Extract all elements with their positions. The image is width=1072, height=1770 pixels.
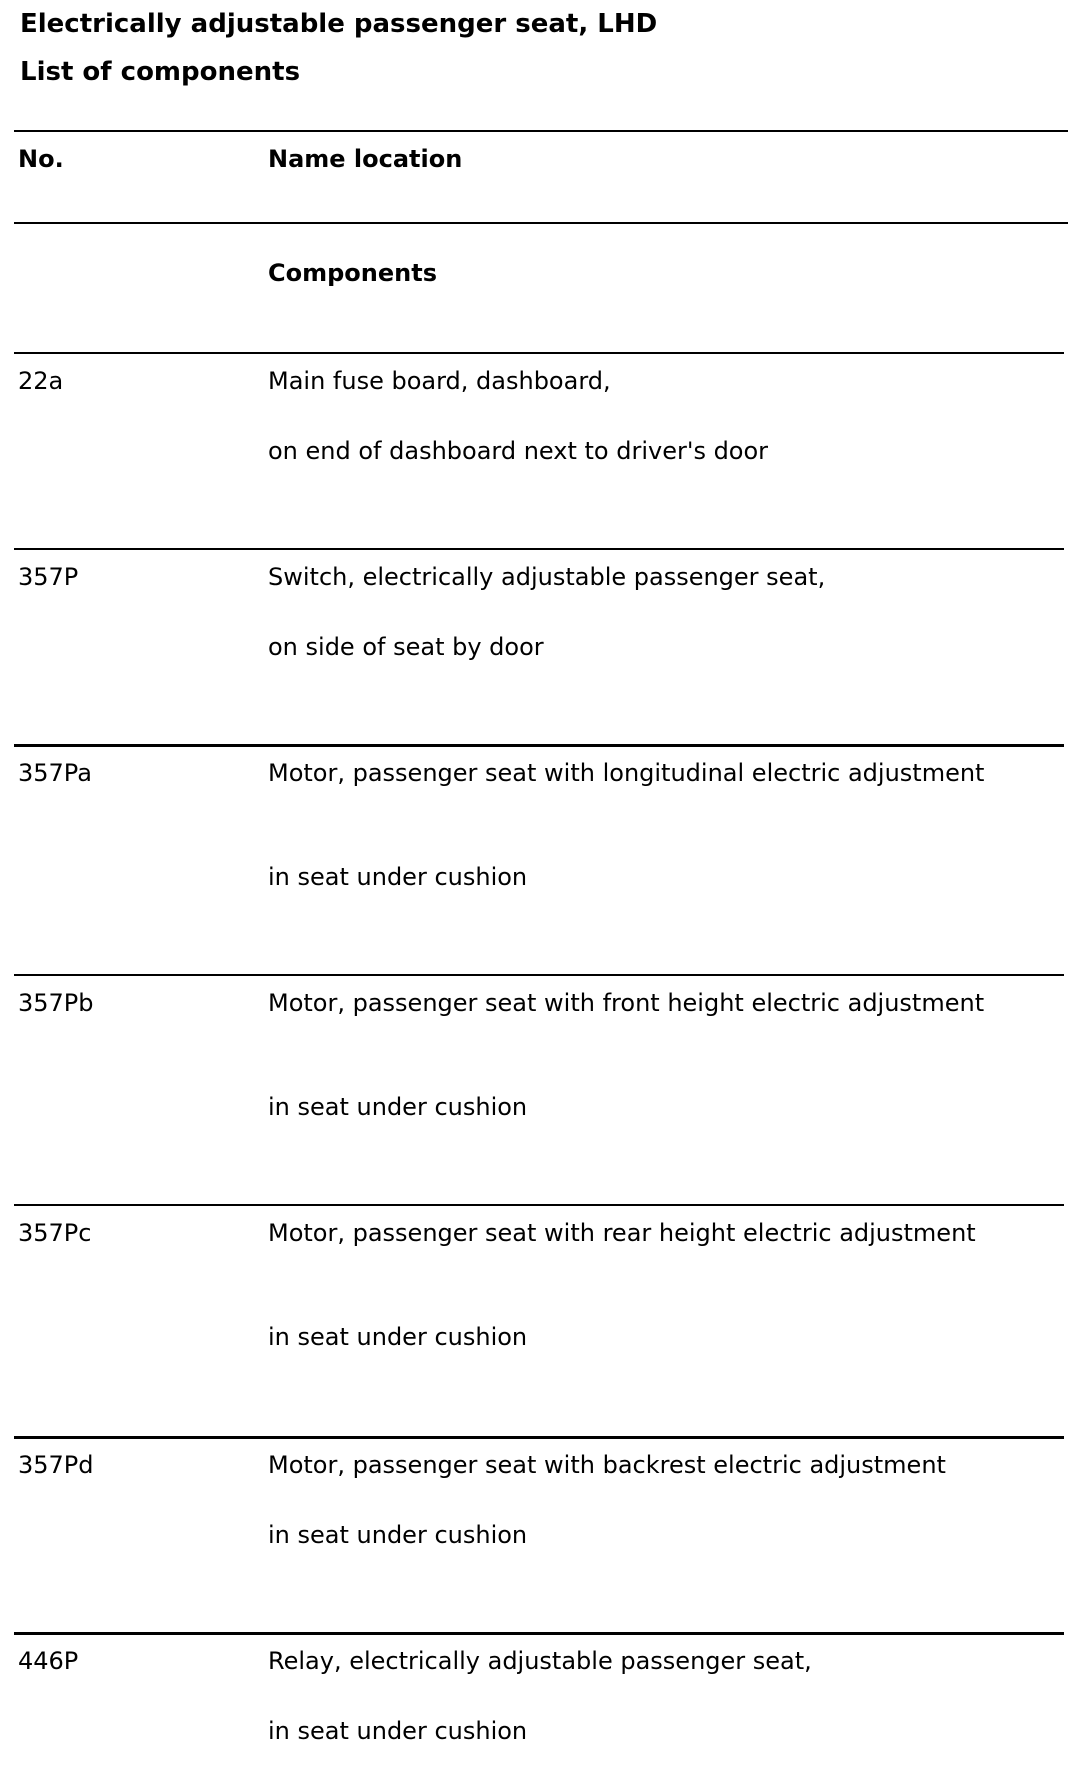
row-location: in seat under cushion (268, 1521, 528, 1549)
row-rule (14, 974, 1064, 976)
section-label-components: Components (268, 259, 437, 287)
document-subtitle: List of components (20, 57, 301, 87)
row-location: in seat under cushion (268, 1093, 528, 1121)
row-rule (14, 352, 1064, 354)
row-number: 357Pb (18, 989, 94, 1017)
row-location: on side of seat by door (268, 633, 544, 661)
row-name: Switch, electrically adjustable passenger seat, (268, 563, 826, 591)
row-location: in seat under cushion (268, 863, 528, 891)
row-number: 357P (18, 563, 79, 591)
header-bottom-rule (14, 222, 1068, 224)
row-location: on end of dashboard next to driver's door (268, 437, 769, 465)
row-number: 357Pa (18, 759, 92, 787)
header-top-rule (14, 130, 1068, 132)
row-name: Motor, passenger seat with backrest electric adjustment (268, 1451, 946, 1479)
column-header-no: No. (18, 145, 64, 173)
row-rule (14, 1204, 1064, 1206)
row-number: 357Pc (18, 1219, 92, 1247)
row-rule (14, 744, 1064, 747)
row-name: Motor, passenger seat with longitudinal electric adjustment (268, 759, 985, 787)
row-name: Motor, passenger seat with rear height electric adjustment (268, 1219, 976, 1247)
row-name: Motor, passenger seat with front height electric adjustment (268, 989, 985, 1017)
row-rule (14, 1436, 1064, 1439)
row-number: 22a (18, 367, 64, 395)
column-header-name-location: Name location (268, 145, 463, 173)
row-number: 446P (18, 1647, 79, 1675)
row-number: 357Pd (18, 1451, 94, 1479)
row-name: Main fuse board, dashboard, (268, 367, 611, 395)
row-location: in seat under cushion (268, 1717, 528, 1745)
row-location: in seat under cushion (268, 1323, 528, 1351)
row-rule (14, 548, 1064, 550)
row-rule (14, 1632, 1064, 1635)
row-name: Relay, electrically adjustable passenger seat, (268, 1647, 812, 1675)
document-title: Electrically adjustable passenger seat, LHD (20, 9, 658, 39)
